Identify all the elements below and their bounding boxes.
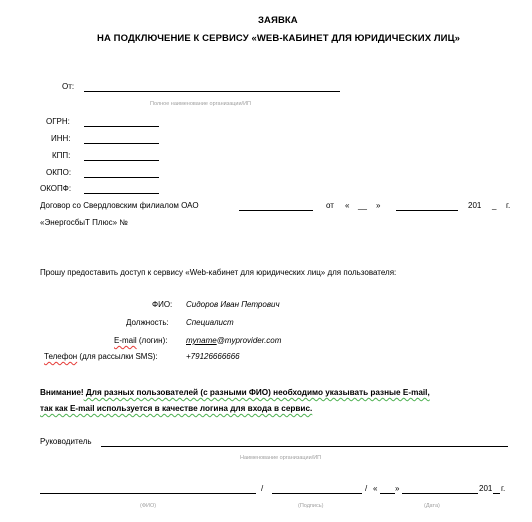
okpo-label: ОКПО: <box>46 168 72 177</box>
email-value-user: myname <box>186 336 217 345</box>
sign-signature-line[interactable] <box>272 493 362 494</box>
phone-label-rest: (для рассылки SMS): <box>77 352 158 361</box>
request-text: Прошу предоставить доступ к сервису «Web-кабинет для юридических лиц» для пользователя: <box>40 268 397 277</box>
fio-label: ФИО: <box>152 300 173 309</box>
contract-year-suffix: г. <box>506 201 511 210</box>
okopf-label: ОКОПФ: <box>40 184 72 193</box>
contract-year-blank[interactable]: _ <box>492 201 497 210</box>
sign-year-line[interactable] <box>493 493 500 494</box>
email-label-word: E-mail <box>114 336 137 345</box>
email-label <box>114 336 167 345</box>
warning-text-2: так как E-mail используется в качестве логина для входа в сервис. <box>40 404 313 413</box>
doc-subtitle: НА ПОДКЛЮЧЕНИЕ К СЕРВИСУ «WEB-КАБИНЕТ ДЛЯ ЮРИДИЧЕСКИХ ЛИЦ» <box>97 33 460 44</box>
position-value[interactable]: Специалист <box>186 318 234 327</box>
inn-field-line[interactable] <box>84 143 159 144</box>
sign-fio-hint: (ФИО) <box>140 503 157 509</box>
sign-year: 201 <box>479 484 493 493</box>
sign-slash-2: / <box>365 484 368 493</box>
sign-date-hint: (Дата) <box>424 503 440 509</box>
contract-line1: Договор со Свердловским филиалом ОАО <box>40 201 199 210</box>
sign-slash-1: / <box>261 484 264 493</box>
kpp-field-line[interactable] <box>84 160 159 161</box>
head-label: Руководитель <box>40 437 92 446</box>
from-label: От: <box>62 82 75 91</box>
sign-signature-hint: (Подпись) <box>298 503 324 509</box>
phone-label-word: Телефон <box>44 352 78 361</box>
ogrn-field-line[interactable] <box>84 126 159 127</box>
sign-fio-line[interactable] <box>40 493 256 494</box>
sign-open-quote: « <box>373 484 378 493</box>
phone-label <box>44 352 158 361</box>
warning-line2 <box>40 404 312 413</box>
position-label: Должность: <box>126 318 169 327</box>
contract-open-quote: « <box>345 201 350 210</box>
warning-line1 <box>40 388 430 397</box>
sign-close-quote: » <box>395 484 400 493</box>
contract-number-line[interactable] <box>239 210 313 211</box>
ogrn-label: ОГРН: <box>46 117 70 126</box>
warning-text-1: Для разных пользователей (с разными ФИО) необходимо указывать разные E-mail, <box>83 388 430 397</box>
sign-year-suffix: г. <box>501 484 506 493</box>
email-value[interactable] <box>186 336 281 345</box>
okpo-field-line[interactable] <box>84 177 159 178</box>
head-hint: Наименование организации/ИП <box>240 455 322 461</box>
contract-day-blank[interactable]: __ <box>358 201 367 210</box>
contract-close-quote: » <box>376 201 381 210</box>
fio-value[interactable]: Сидоров Иван Петрович <box>186 300 280 309</box>
from-hint: Полное наименование организации/ИП <box>150 101 251 107</box>
contract-line2: «ЭнергосбыТ Плюс» № <box>40 218 128 227</box>
from-field-line[interactable] <box>84 91 340 92</box>
okopf-field-line[interactable] <box>84 193 159 194</box>
email-label-rest: (логин): <box>136 336 168 345</box>
warning-bold-word: Внимание! <box>40 388 84 397</box>
head-field-line[interactable] <box>101 446 508 447</box>
contract-from-word: от <box>326 201 334 210</box>
contract-year-prefix: 201 <box>468 201 482 210</box>
doc-title: ЗАЯВКА <box>258 15 298 26</box>
kpp-label: КПП: <box>52 151 71 160</box>
contract-month-line[interactable] <box>396 210 458 211</box>
inn-label: ИНН: <box>51 134 71 143</box>
sign-day-line[interactable] <box>380 493 395 494</box>
phone-value[interactable]: +79126666666 <box>186 352 240 361</box>
email-value-domain: @myprovider.com <box>216 336 282 345</box>
sign-month-line[interactable] <box>402 493 478 494</box>
